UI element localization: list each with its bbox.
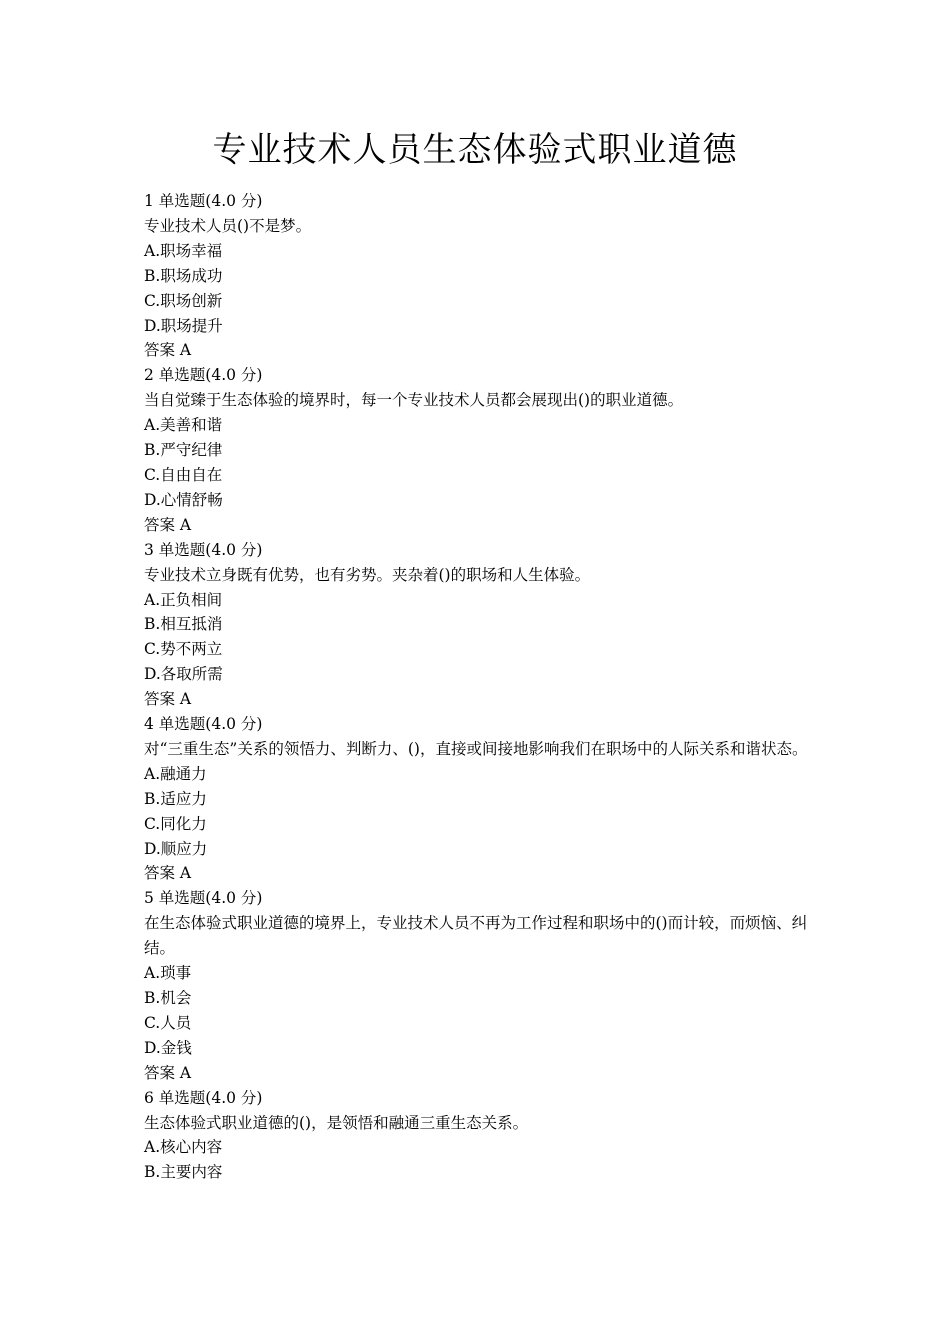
option-a: A.正负相间 <box>144 590 223 609</box>
answer-line: 答案 A <box>144 690 192 709</box>
option-b: B.适应力 <box>144 789 207 808</box>
question-item <box>144 538 812 712</box>
option-d: D.顺应力 <box>144 839 208 858</box>
option-d: D.各取所需 <box>144 665 223 684</box>
question-header: 6 单选题(4.0 分) <box>144 1088 263 1107</box>
question-stem: 对“三重生态”关系的领悟力、判断力、()，直接或间接地影响我们在职场中的人际关系和谐状态。 <box>144 739 808 758</box>
question-item <box>144 189 812 363</box>
option-b: B.机会 <box>144 989 192 1007</box>
option-a: A.琐事 <box>144 964 192 983</box>
question-item <box>144 363 812 537</box>
option-b: B.相互抵消 <box>144 615 223 634</box>
option-a: A.融通力 <box>144 764 207 783</box>
question-stem: 专业技术立身既有优势，也有劣势。夹杂着()的职场和人生体验。 <box>144 565 591 584</box>
question-stem: 当自觉臻于生态体验的境界时，每一个专业技术人员都会展现出()的职业道德。 <box>144 391 684 410</box>
question-stem: 生态体验式职业道德的()，是领悟和融通三重生态关系。 <box>144 1113 529 1132</box>
answer-line: 答案 A <box>144 515 192 534</box>
option-d: D.心情舒畅 <box>144 490 223 509</box>
answer-line: 答案 A <box>144 1063 192 1082</box>
document-title: 专业技术人员生态体验式职业道德 <box>212 130 738 170</box>
option-a: A.核心内容 <box>144 1138 223 1157</box>
answer-line: 答案 A <box>144 864 192 883</box>
answer-line: 答案 A <box>144 341 192 360</box>
question-header: 2 单选题(4.0 分) <box>144 366 263 385</box>
question-stem: 在生态体验式职业道德的境界上，专业技术人员不再为工作过程和职场中的()而计较，而烦恼、纠结。 <box>144 914 808 958</box>
option-c: C.职场创新 <box>144 291 223 310</box>
option-b: B.主要内容 <box>144 1163 223 1182</box>
option-a: A.职场幸福 <box>144 241 223 260</box>
option-c: C.人员 <box>144 1013 192 1032</box>
question-list <box>144 189 812 1185</box>
question-stem: 专业技术人员()不是梦。 <box>144 216 312 235</box>
option-b: B.严守纪律 <box>144 441 223 460</box>
question-header: 3 单选题(4.0 分) <box>144 540 263 559</box>
option-c: C.同化力 <box>144 814 207 833</box>
option-d: D.职场提升 <box>144 316 223 335</box>
question-header: 1 单选题(4.0 分) <box>144 192 263 210</box>
option-b: B.职场成功 <box>144 266 223 285</box>
option-c: C.势不两立 <box>144 640 223 659</box>
option-d: D.金钱 <box>144 1038 192 1057</box>
question-item <box>144 1086 812 1186</box>
question-item <box>144 712 812 886</box>
question-header: 5 单选题(4.0 分) <box>144 889 263 908</box>
option-c: C.自由自在 <box>144 465 223 484</box>
question-item <box>144 886 812 1085</box>
option-a: A.美善和谐 <box>144 416 223 435</box>
question-header: 4 单选题(4.0 分) <box>144 715 263 734</box>
